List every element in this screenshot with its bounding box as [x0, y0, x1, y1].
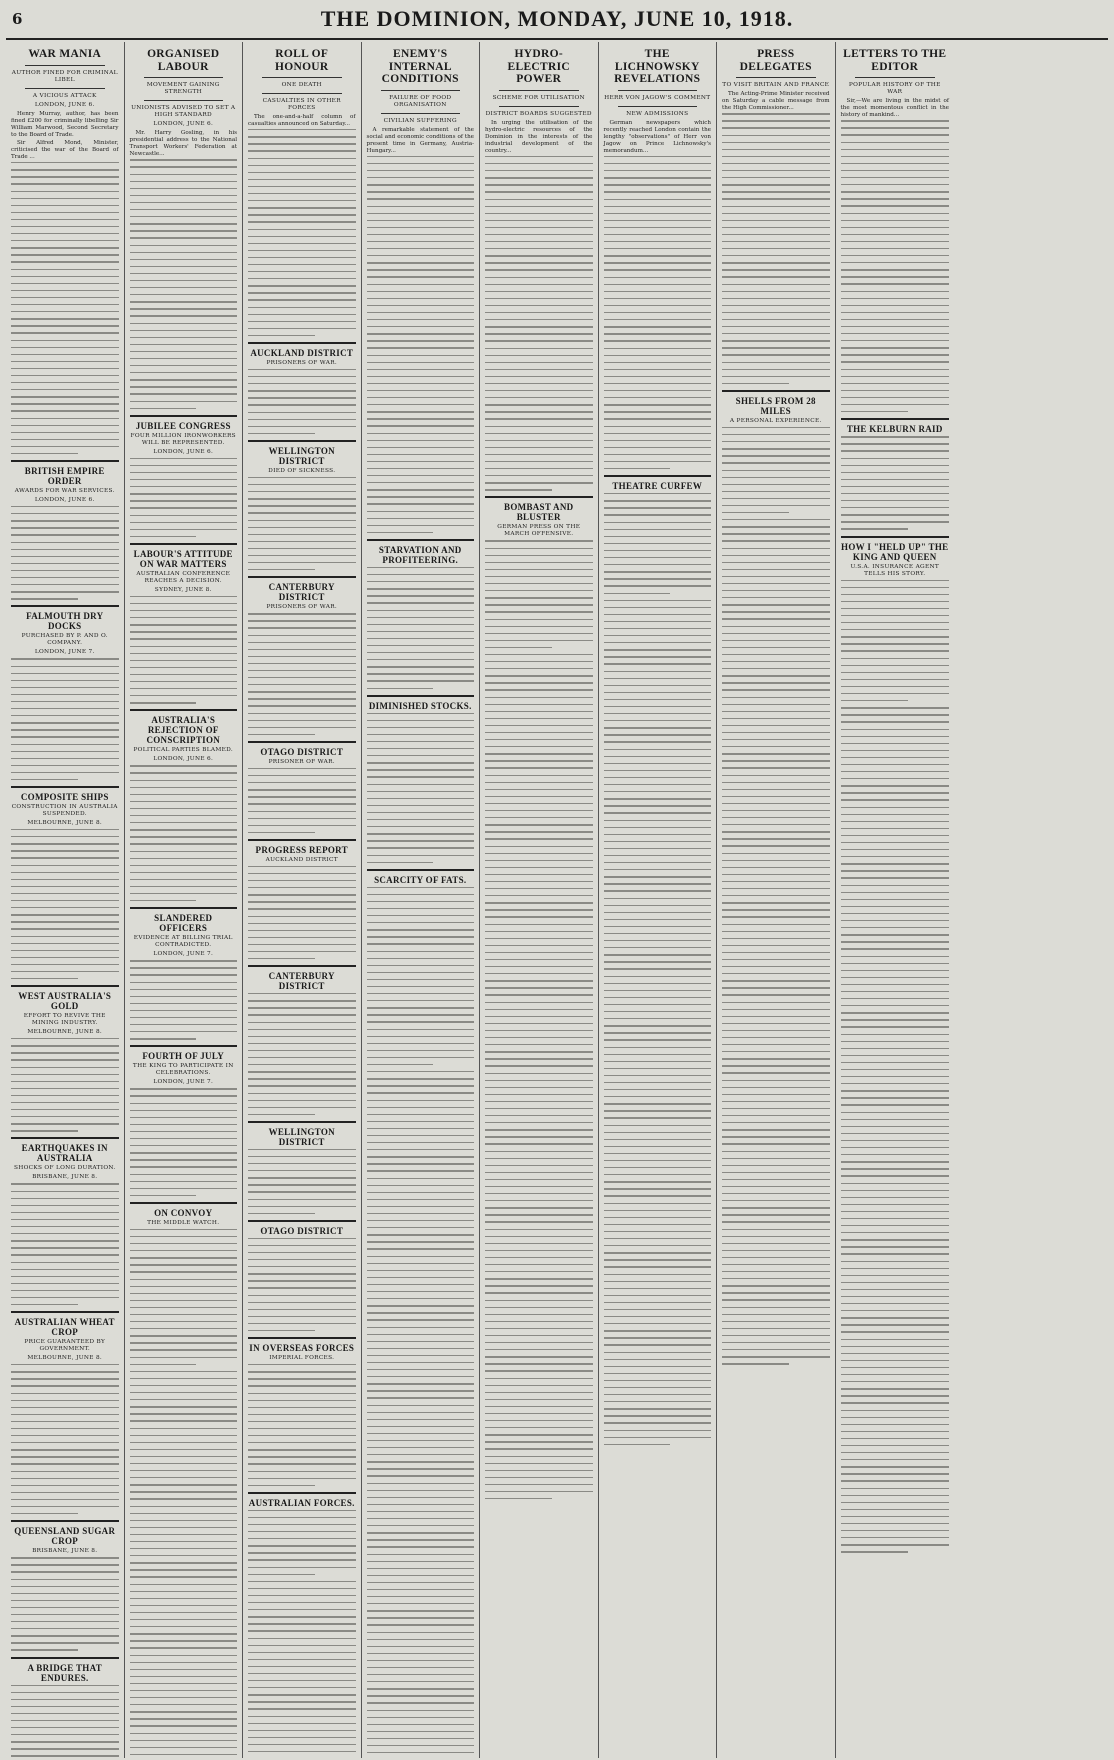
section-headline: AUCKLAND DISTRICT	[250, 348, 354, 358]
section-rule	[11, 985, 119, 987]
section-subhead: EVIDENCE AT BILLING TRIAL CONTRADICTED.	[133, 935, 233, 949]
section-text-lines	[248, 1238, 356, 1332]
section-text-lines	[248, 369, 356, 434]
section-rule	[248, 576, 356, 578]
section-subhead: IMPERIAL FORCES.	[269, 1355, 335, 1362]
section-subhead: GERMAN PRESS ON THE MARCH OFFENSIVE.	[497, 524, 581, 538]
section-text-lines	[248, 993, 356, 1115]
section-text-lines	[11, 1038, 119, 1132]
section-rule	[11, 605, 119, 607]
section-headline: OTAGO DISTRICT	[260, 1225, 344, 1236]
headline-rule	[855, 77, 936, 78]
column-headline: LETTERS TO THE EDITOR	[843, 48, 947, 73]
section-rule	[841, 536, 950, 538]
section-rule	[841, 418, 950, 420]
section-rule	[248, 1121, 356, 1123]
article-intro: In urging the utilisation of the hydro-electric resources of the Dominion in the interests of the industrial development of the country...	[485, 119, 593, 154]
section-rule	[130, 543, 238, 545]
article-intro: Mr. Harry Gosling, in his presidential address to the National Transport Workers' Federation at Newcastle...	[129, 130, 237, 158]
section-headline: AUSTRALIA'S REJECTION OF CONSCRIPTION	[146, 715, 221, 746]
section-text-lines	[248, 866, 356, 960]
section-rule	[367, 539, 475, 541]
column-kicker: CASUALTIES IN OTHER FORCES	[262, 98, 341, 111]
section-subhead: AUCKLAND DISTRICT	[265, 856, 338, 863]
section-text-lines	[130, 1229, 238, 1365]
article-intro: Henry Murray, author, has been fined £200 for criminally libelling Sir William Marwood, Second Secretary to the Board of Trade.	[11, 110, 119, 138]
section-text-lines	[604, 493, 712, 594]
column-4	[362, 42, 481, 1758]
section-dateline: LONDON, JUNE 7.	[153, 951, 214, 958]
section-headline: EARTHQUAKES IN AUSTRALIA	[21, 1143, 108, 1164]
section-dateline: MELBOURNE, JUNE 8.	[27, 820, 103, 827]
column-headline: ENEMY'S INTERNAL CONDITIONS	[381, 48, 459, 85]
section-headline: WELLINGTON DISTRICT	[268, 1126, 335, 1147]
column-subhead: FAILURE OF FOOD ORGANISATION	[389, 94, 452, 108]
article-text-lines	[604, 156, 712, 469]
section-dateline: LONDON, JUNE 6.	[153, 448, 214, 455]
section-subhead: EFFORT TO REVIVE THE MINING INDUSTRY.	[23, 1013, 106, 1027]
headline-rule	[618, 90, 698, 91]
section-subhead: AUSTRALIAN CONFERENCE REACHES A DECISION.	[136, 570, 231, 584]
column-headline: ROLL OF HONOUR	[274, 48, 329, 73]
section-subhead: THE MIDDLE WATCH.	[147, 1219, 220, 1226]
section-subhead: FOUR MILLION IRONWORKERS WILL BE REPRESENTED.	[130, 432, 236, 446]
section-headline: BOMBAST AND BLUSTER	[504, 502, 574, 523]
subhead-rule	[618, 106, 698, 107]
column-kicker: DISTRICT BOARDS SUGGESTED	[485, 110, 592, 117]
column-headline: THE LICHNOWSKY REVELATIONS	[614, 48, 701, 85]
section-rule	[248, 342, 356, 344]
column-headline: PRESS DELEGATES	[739, 48, 812, 73]
column-headline: WAR MANIA	[28, 48, 102, 60]
column-5	[480, 42, 599, 1758]
column-3	[243, 42, 362, 1758]
article-text-lines	[130, 159, 238, 409]
column-subhead: SCHEME FOR UTILISATION	[492, 94, 585, 101]
section-rule	[485, 496, 593, 498]
section-text-lines	[722, 427, 830, 513]
section-headline: QUEENSLAND SUGAR CROP	[14, 1526, 116, 1547]
column-kicker: CIVILIAN SUFFERING	[383, 117, 457, 124]
section-rule	[11, 460, 119, 462]
section-headline: A BRIDGE THAT ENDURES.	[27, 1662, 103, 1683]
section-subhead: PRISONERS OF WAR.	[266, 360, 338, 366]
article-text-lines	[485, 156, 593, 491]
section-rule	[248, 440, 356, 442]
section-text-lines	[248, 1510, 356, 1575]
section-text-lines	[130, 458, 238, 537]
section-dateline: MELBOURNE, JUNE 8.	[27, 1029, 103, 1036]
article-intro: A remarkable statement of the social and economic conditions of the present time in Germany, Austria-Hungary...	[366, 126, 474, 154]
section-subhead: PRISONERS OF WAR.	[266, 604, 338, 611]
section-text-lines	[130, 960, 238, 1039]
article-text-lines	[11, 162, 119, 454]
column-continuation-lines	[841, 707, 950, 1552]
section-headline: FOURTH OF JULY	[142, 1051, 225, 1062]
column-continuation-lines	[130, 1371, 238, 1758]
subhead-rule	[25, 88, 105, 89]
section-subhead: PRISONER OF WAR.	[268, 758, 335, 765]
section-headline: BRITISH EMPIRE ORDER	[24, 466, 105, 487]
section-rule	[248, 965, 356, 967]
section-subhead: PRICE GUARANTEED BY GOVERNMENT.	[24, 1339, 106, 1353]
page-number: 6	[12, 10, 23, 28]
column-subhead: TO VISIT BRITAIN AND FRANCE	[722, 82, 830, 88]
section-subhead: CONSTRUCTION IN AUSTRALIA SUSPENDED.	[11, 804, 118, 818]
column-subhead: ONE DEATH	[281, 82, 322, 88]
section-text-lines	[248, 477, 356, 571]
subhead-rule	[144, 100, 224, 101]
section-text-lines	[367, 713, 475, 863]
article-intro: The one-and-a-half column of casualties announced on Saturday...	[248, 114, 356, 128]
section-headline: OTAGO DISTRICT	[260, 746, 344, 757]
section-text-lines	[11, 1183, 119, 1305]
article-text-lines	[722, 113, 830, 384]
section-headline: WEST AUSTRALIA'S GOLD	[18, 991, 112, 1012]
headline-rule	[736, 77, 816, 78]
columns	[6, 42, 1108, 1758]
section-headline: FALMOUTH DRY DOCKS	[26, 611, 104, 632]
section-rule	[11, 1137, 119, 1139]
section-rule	[11, 1520, 119, 1522]
section-subhead: U.S.A. INSURANCE AGENT TELLS HIS STORY.	[850, 563, 940, 577]
column-7	[717, 42, 836, 1758]
section-text-lines	[130, 765, 238, 901]
section-text-lines	[130, 1088, 238, 1196]
column-continuation-lines	[367, 1071, 475, 1758]
section-rule	[248, 741, 356, 743]
article-text-lines	[841, 120, 950, 412]
section-text-lines	[11, 829, 119, 979]
section-text-lines	[248, 1364, 356, 1486]
section-rule	[367, 869, 475, 871]
article-body: Sir Alfred Mond, Minister, criticised the war of the Board of Trade ...	[11, 139, 119, 161]
section-text-lines	[841, 580, 950, 702]
headline-rule	[499, 90, 579, 91]
section-subhead: AWARDS FOR WAR SERVICES.	[14, 488, 115, 495]
section-text-lines	[248, 768, 356, 833]
section-dateline: LONDON, JUNE 7.	[153, 1079, 214, 1086]
section-headline: CANTERBURY DISTRICT	[268, 582, 335, 603]
section-headline: SLANDERED OFFICERS	[154, 913, 213, 934]
section-headline: HOW I "HELD UP" THE KING AND QUEEN	[841, 541, 949, 562]
dateline: LONDON, JUNE 6.	[34, 101, 95, 108]
section-rule	[11, 1311, 119, 1313]
section-rule	[367, 695, 475, 697]
article-intro: The Acting-Prime Minister received on Saturday a cable message from the High Commissioner...	[722, 91, 830, 112]
section-text-lines	[841, 436, 950, 530]
section-headline: THEATRE CURFEW	[612, 481, 703, 492]
column-continuation-lines	[248, 1581, 356, 1758]
section-text-lines	[367, 887, 475, 1066]
section-headline: COMPOSITE SHIPS	[20, 792, 109, 803]
column-2	[125, 42, 244, 1758]
section-rule	[604, 475, 712, 477]
section-headline: AUSTRALIAN WHEAT CROP	[14, 1317, 115, 1338]
section-rule	[130, 709, 238, 711]
section-rule	[130, 1045, 238, 1047]
subhead-rule	[262, 93, 342, 94]
newspaper-title: THE DOMINION, MONDAY, JUNE 10, 1918.	[320, 6, 794, 31]
article-text-lines	[367, 156, 475, 533]
section-dateline: LONDON, JUNE 6.	[34, 497, 95, 504]
section-subhead: SHOCKS OF LONG DURATION.	[13, 1165, 116, 1172]
article-intro: German newspapers which recently reached London contain the lengthy "observations" of Herr von Jagow on Prince Lichnowsky's memorandum...	[603, 119, 711, 154]
masthead	[6, 0, 1108, 40]
section-dateline: BRISBANE, JUNE 8.	[32, 1174, 98, 1181]
section-headline: CANTERBURY DISTRICT	[268, 971, 335, 992]
section-headline: SHELLS FROM 28 MILES	[735, 395, 816, 416]
section-headline: IN OVERSEAS FORCES	[249, 1343, 355, 1354]
column-subhead: POPULAR HISTORY OF THE WAR	[848, 82, 941, 95]
subhead-rule	[499, 106, 579, 107]
article-intro: Sir,—We are living in the midst of the most momentous conflict in the history of mankind...	[840, 98, 949, 119]
section-headline: DIMINISHED STOCKS.	[368, 700, 472, 711]
column-subhead: HERR VON JAGOW'S COMMENT	[604, 94, 711, 101]
section-dateline: LONDON, JUNE 7.	[34, 649, 95, 656]
section-subhead: THE KING TO PARTICIPATE IN CELEBRATIONS.	[132, 1063, 234, 1077]
subhead-rule	[381, 113, 461, 114]
section-text-lines	[11, 506, 119, 600]
column-8	[836, 42, 955, 1758]
column-continuation-lines	[604, 600, 712, 1445]
section-rule	[248, 1220, 356, 1222]
column-kicker: UNIONISTS ADVISED TO SET A HIGH STANDARD	[131, 105, 236, 118]
section-dateline: MELBOURNE, JUNE 8.	[27, 1355, 103, 1362]
section-text-lines	[248, 1149, 356, 1214]
section-rule	[11, 1657, 119, 1659]
section-rule	[248, 839, 356, 841]
section-text-lines	[485, 540, 593, 648]
section-text-lines	[248, 613, 356, 735]
section-text-lines	[130, 596, 238, 704]
section-dateline: LONDON, JUNE 6.	[153, 756, 214, 763]
column-6	[599, 42, 718, 1758]
section-headline: PROGRESS REPORT	[255, 844, 348, 855]
section-rule	[722, 390, 830, 392]
section-text-lines	[11, 1685, 119, 1758]
section-headline: AUSTRALIAN FORCES.	[248, 1497, 355, 1508]
section-rule	[130, 415, 238, 417]
section-rule	[248, 1492, 356, 1494]
section-rule	[130, 907, 238, 909]
section-subhead: A PERSONAL EXPERIENCE.	[729, 417, 822, 424]
column-headline: ORGANISED LABOUR	[147, 48, 220, 73]
column-1	[6, 42, 125, 1758]
section-subhead: DIED OF SICKNESS.	[268, 467, 336, 474]
headline-rule	[25, 65, 105, 66]
section-headline: JUBILEE CONGRESS	[135, 420, 231, 431]
section-headline: ON CONVOY	[154, 1207, 213, 1218]
column-continuation-lines	[485, 654, 593, 1499]
section-rule	[130, 1202, 238, 1204]
section-text-lines	[11, 1364, 119, 1514]
section-rule	[248, 1337, 356, 1339]
column-continuation-lines	[722, 519, 830, 1364]
column-kicker: NEW ADMISSIONS	[626, 110, 689, 117]
headline-rule	[262, 77, 342, 78]
column-headline: HYDRO-ELECTRIC POWER	[507, 48, 570, 85]
section-dateline: SYDNEY, JUNE 8.	[154, 586, 212, 593]
column-subhead: MOVEMENT GAINING STRENGTH	[146, 82, 220, 95]
section-rule	[11, 786, 119, 788]
section-headline: LABOUR'S ATTITUDE ON WAR MATTERS	[133, 548, 233, 569]
section-text-lines	[11, 1557, 119, 1651]
section-text-lines	[11, 658, 119, 780]
section-text-lines	[367, 567, 475, 689]
section-headline: STARVATION AND PROFITEERING.	[378, 544, 462, 565]
column-kicker: A VICIOUS ATTACK	[32, 92, 97, 99]
section-subhead: POLITICAL PARTIES BLAMED.	[133, 747, 234, 754]
headline-rule	[381, 90, 461, 91]
column-subhead: AUTHOR FINED FOR CRIMINAL LIBEL	[11, 69, 118, 83]
dateline: LONDON, JUNE 6.	[153, 121, 214, 127]
headline-rule	[144, 77, 224, 78]
article-text-lines	[248, 129, 356, 336]
section-headline: WELLINGTON DISTRICT	[268, 445, 335, 466]
section-dateline: BRISBANE, JUNE 8.	[32, 1548, 98, 1555]
section-subhead: PURCHASED BY P. AND O. COMPANY.	[21, 633, 108, 647]
section-headline: SCARCITY OF FATS.	[374, 874, 467, 885]
section-headline: THE KELBURN RAID	[846, 424, 943, 435]
